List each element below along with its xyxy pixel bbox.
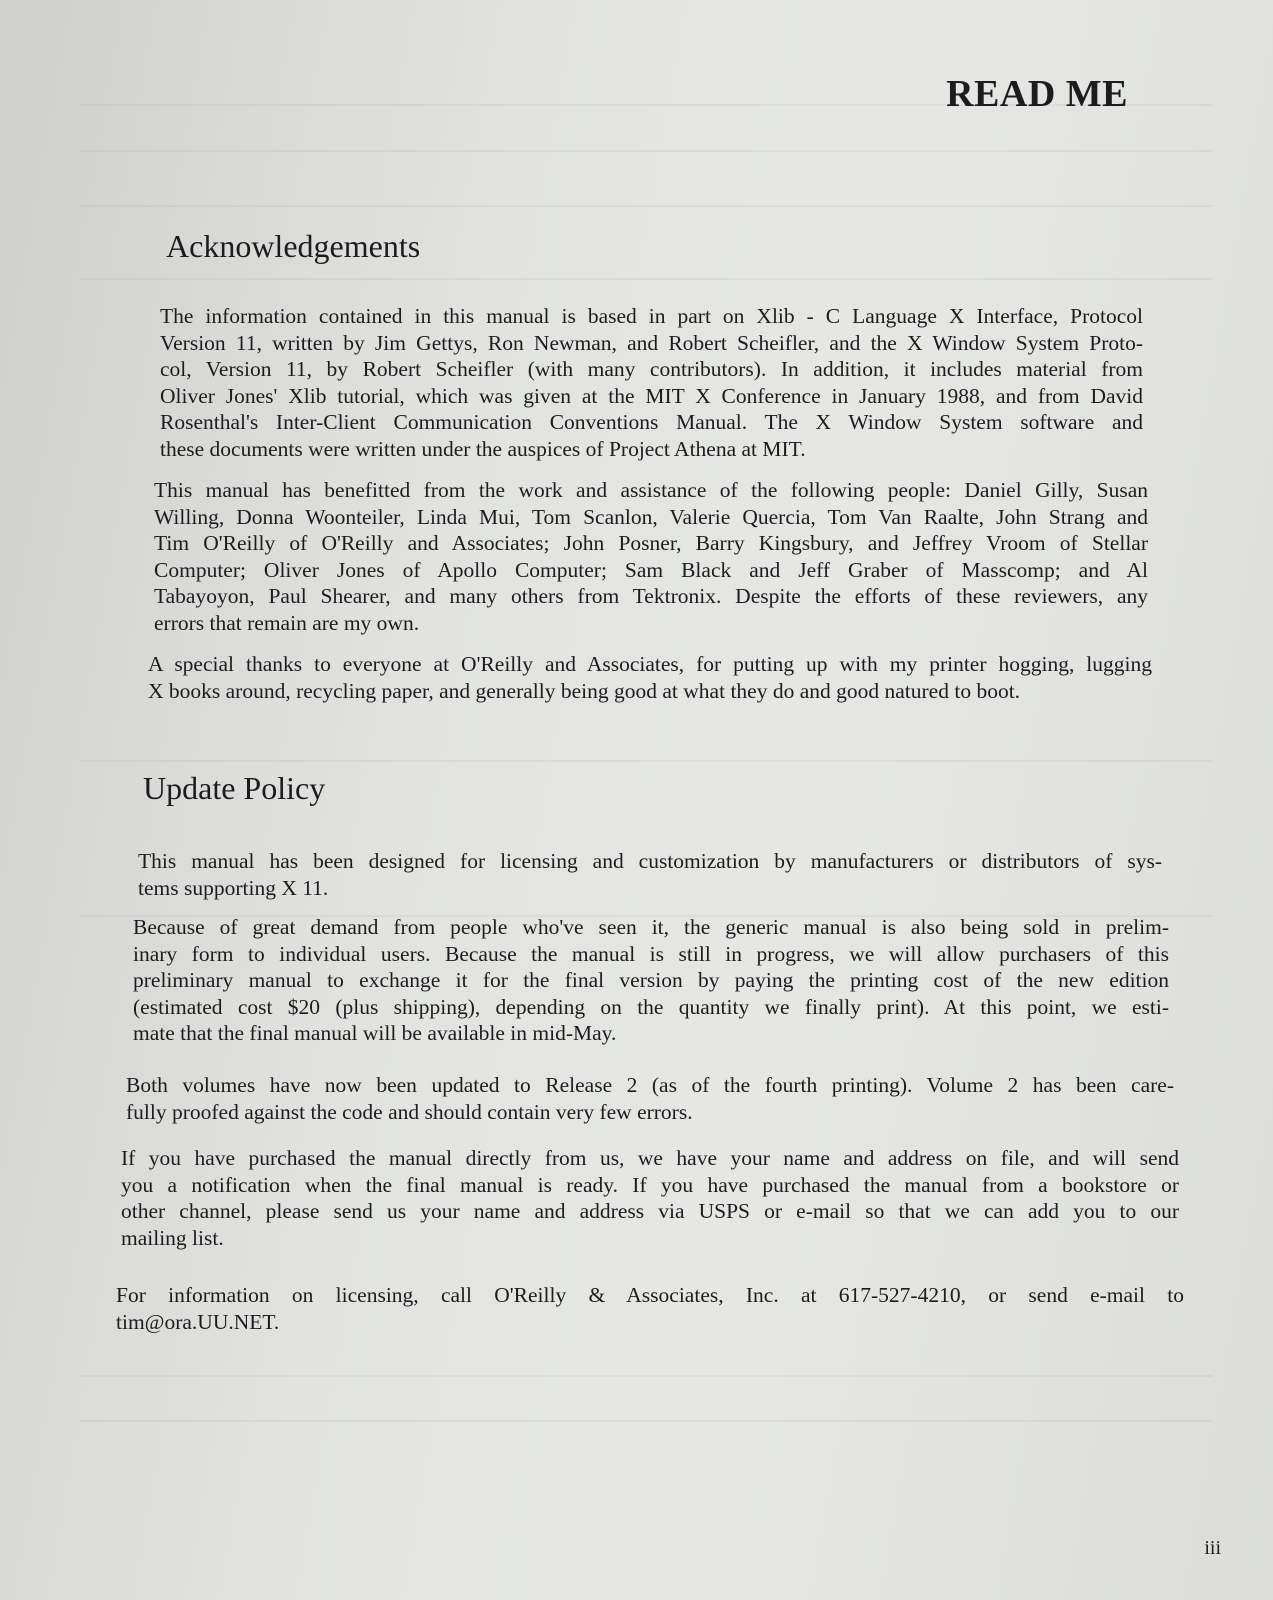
- text-line: Willing, Donna Woonteiler, Linda Mui, Tom Scanlon, Valerie Quercia, Tom Van Raalte, John Strang and: [154, 504, 1148, 529]
- text-line: Both volumes have now been updated to Release 2 (as of the fourth printing). Volume 2 has been care-: [126, 1073, 1174, 1097]
- text-line: The information contained in this manual is based in part on Xlib - C Language X Interface, Protocol: [160, 304, 1143, 328]
- text-line: For information on licensing, call O'Reilly & Associates, Inc. at 617-527-4210, or send e-mail to: [116, 1283, 1184, 1307]
- policy-paragraph-3: [126, 1072, 1174, 1125]
- text-line: A special thanks to everyone at O'Reilly and Associates, for putting up with my printer hogging, lugging: [148, 652, 1152, 676]
- ack-paragraph-3: [148, 651, 1152, 704]
- update-policy-heading: Update Policy: [143, 770, 326, 806]
- text-line: mailing list.: [121, 1225, 224, 1250]
- text-line: Tim O'Reilly of O'Reilly and Associates; John Posner, Barry Kingsbury, and Jeffrey Vroom of Stellar: [154, 531, 1148, 555]
- text-line: preliminary manual to exchange it for the final version by paying the printing cost of the new edition: [133, 968, 1169, 992]
- ack-paragraph-2: [154, 477, 1148, 636]
- policy-paragraph-2: [133, 914, 1169, 1047]
- show-through-line: [80, 760, 1213, 762]
- text-line: tems supporting X 11.: [138, 875, 329, 900]
- policy-paragraph-5: [116, 1282, 1184, 1335]
- text-line: inary form to individual users. Because the manual is still in progress, we will allow purchasers of this: [133, 941, 1169, 966]
- text-line: Tabayoyon, Paul Shearer, and many others from Tektronix. Despite the efforts of these reviewers, any: [154, 584, 1148, 608]
- text-line: X books around, recycling paper, and generally being good at what they do and good natured to boot.: [148, 678, 1021, 703]
- text-line: other channel, please send us your name and address via USPS or e-mail so that we can add you to our: [121, 1199, 1179, 1223]
- show-through-line: [80, 1420, 1213, 1422]
- text-line: Rosenthal's Inter-Client Communication Conventions Manual. The X Window System software and: [160, 410, 1143, 434]
- policy-paragraph-4: [121, 1145, 1179, 1251]
- acknowledgements-heading: Acknowledgements: [166, 228, 421, 264]
- show-through-line: [80, 150, 1213, 152]
- text-line: This manual has benefitted from the work and assistance of the following people: Daniel Gilly, Susan: [154, 478, 1148, 502]
- text-line: Version 11, written by Jim Gettys, Ron Newman, and Robert Scheifler, and the X Window System Proto-: [160, 330, 1143, 355]
- text-line: col, Version 11, by Robert Scheifler (with many contributors). In addition, it includes material from: [160, 357, 1143, 381]
- ack-paragraph-1: [160, 303, 1143, 462]
- text-line: This manual has been designed for licensing and customization by manufacturers or distributors of sys-: [138, 849, 1162, 873]
- text-line: fully proofed against the code and should contain very few errors.: [126, 1099, 693, 1124]
- text-line: tim@ora.UU.NET.: [116, 1309, 280, 1334]
- text-line: mate that the final manual will be available in mid-May.: [133, 1021, 617, 1045]
- text-line: you a notification when the final manual is ready. If you have purchased the manual from a bookstore or: [121, 1172, 1179, 1197]
- text-line: Computer; Oliver Jones of Apollo Computer; Sam Black and Jeff Graber of Masscomp; and Al: [154, 557, 1148, 582]
- text-line: Oliver Jones' Xlib tutorial, which was given at the MIT X Conference in January 1988, and from David: [160, 383, 1143, 408]
- text-line: Because of great demand from people who've seen it, the generic manual is also being sold in prelim-: [133, 915, 1169, 939]
- text-line: these documents were written under the auspices of Project Athena at MIT.: [160, 436, 806, 461]
- page-title: READ ME: [946, 73, 1128, 115]
- policy-paragraph-1: [138, 848, 1162, 901]
- show-through-line: [80, 278, 1213, 280]
- text-line: (estimated cost $20 (plus shipping), depending on the quantity we finally print). At this point, we esti-: [133, 994, 1169, 1019]
- text-line: errors that remain are my own.: [154, 610, 420, 635]
- page-number: iii: [1204, 1537, 1221, 1559]
- show-through-line: [80, 1375, 1213, 1377]
- show-through-line: [80, 205, 1213, 207]
- text-line: If you have purchased the manual directly from us, we have your name and address on file, and will send: [121, 1146, 1179, 1170]
